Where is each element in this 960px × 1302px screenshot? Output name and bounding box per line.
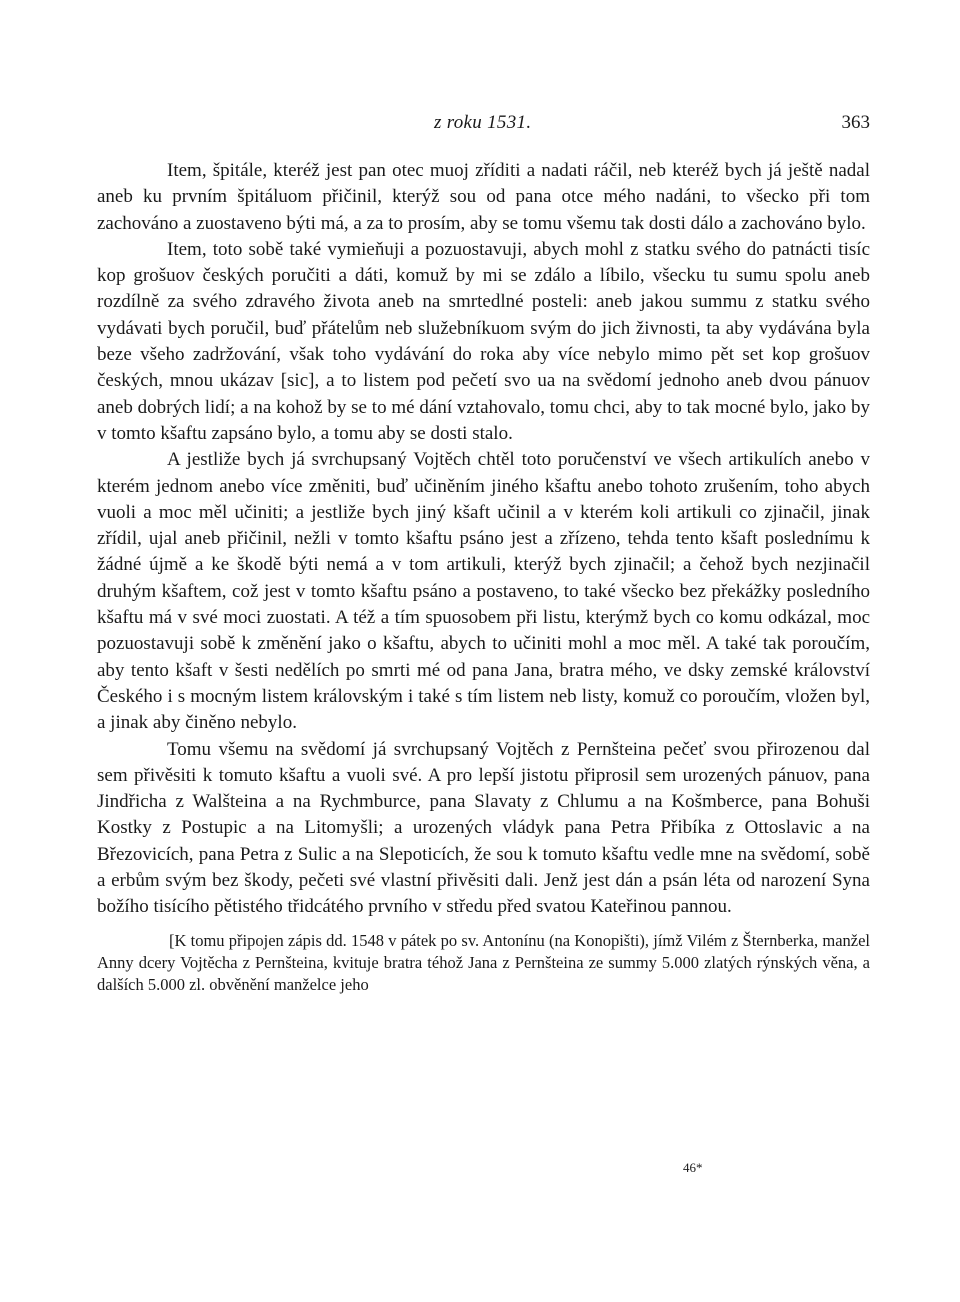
running-title: z roku 1531. <box>434 112 532 133</box>
signature-mark: 46* <box>683 1160 703 1175</box>
note-text: [K tomu připojen zápis dd. 1548 v pátek po sv. Antonínu (na Konopišti), jímž Vilém z Šternberka, manžel Anny dcery Vojtěcha z Pernšteina, kvituje bratra téhož Jana z Pernšteina ze summy 5.000 zlatých rýnských věna, a dalších 5.000 zl. obvěnění manželce jeho <box>97 930 870 994</box>
document-page <box>97 112 870 996</box>
paragraph: Tomu všemu na svědomí já svrchupsaný Vojtěch z Pernšteina pečeť svou přirozenou dal sem přivěsiti k tomuto kšaftu a vuoli své. A pro lepší jistotu připrosil sem urozených pánuov, pana Jindřicha z Walšteina a na Rychmburce, pana Slavaty z Chlumu a na Košmberce, pana Bohuši Kostky z Postupic a na Litomyšli; a urozených vládyk pana Petra Přibíka z Ottoslavic a na Březovicích, pana Petra z Sulic a na Slepoticích, že sou k tomuto kšaftu vedle mne na svědomí, sobě a erbům svým bez škody, pečeti své vlastní přivěsiti dali. Jenž jest dán a psán léta od narození Syna božího tisícího pětistého třidcátého prvního v středu před svatou Kateřinou pannou. <box>97 738 870 918</box>
page-header <box>97 112 870 142</box>
paragraph: Item, špitále, kteréž jest pan otec muoj zříditi a nadati ráčil, neb kteréž bych já ještě nadal aneb ku prvním špitáluom přičinil, kterýž sou od pana otce mého nadáni, to všecko při tom zachováno a zuostaveno býti má, a za to prosím, aby se tomu všemu tak dosti dálo a zachováno bylo. <box>97 160 870 234</box>
document-body <box>97 158 870 921</box>
paragraph: Item, toto sobě také vymieňuji a pozuostavuji, abych mohl z statku svého do patnácti tisíc kop grošuov českých poručiti a dáti, komuž by mi se zdálo a líbilo, všecku tu sumu spolu aneb rozdílně za svého zdravého života aneb na smrtedlné posteli: aneb jakou summu z statku svého vydávati bych poručil, buď přátelům neb služebníkuom svým do jich živnosti, ta aby vydávána byla beze všeho zadržování, však toho vydávání do roka aby více nebylo mimo pět set kop grošuov českých, mnou ukázav [sic], a to listem pod pečetí svo ua na svědomí jednoho aneb dvou pánuov aneb dobrých lidí; a na kohož by se to mé dání vztahovalo, tomu chci, aby to tak mocné bylo, jako by v tomto kšaftu zapsáno bylo, a tomu aby se dosti stalo. <box>97 238 870 444</box>
page-number: 363 <box>841 112 870 133</box>
paragraph: A jestliže bych já svrchupsaný Vojtěch chtěl toto poručenství ve všech artikulích anebo v kterém jednom anebo více změniti, buď učiněním jiného kšaftu anebo tohoto zrušením, toho abych vuoli a moc měl učiniti; a jestliže bych jiný kšaft učinil a v kterém koli artikuli co zjinačil, jinak zřídil, ujal aneb přičinil, nežli v tomto kšaftu psáno jest a zřízeno, tehda tento kšaft poslednímu k žádné újmě a ke škodě býti nemá a v tom artikuli, kterýž bych zjinačil; a čehož bych nezjinačil druhým kšaftem, což jest v tomto kšaftu psáno a postaveno, to také všecko bez překážky posledního kšaftu má v své moci zuostati. A též a tím spuosobem při listu, kterýmž bych co komu odkázal, moc pozuostavuji sobě k změnění jako o kšaftu, abych to učiniti mohl a moc měl. A také tak poroučím, aby tento kšaft v šesti nedělích po smrti mé od pana Jana, bratra mého, ve dsky zemské království Českého i s mocným listem královským i také s tím listem neb listy, komuž co poroučím, vložen byl, a jinak aby činěno nebylo. <box>97 449 870 734</box>
editorial-note <box>97 930 870 996</box>
